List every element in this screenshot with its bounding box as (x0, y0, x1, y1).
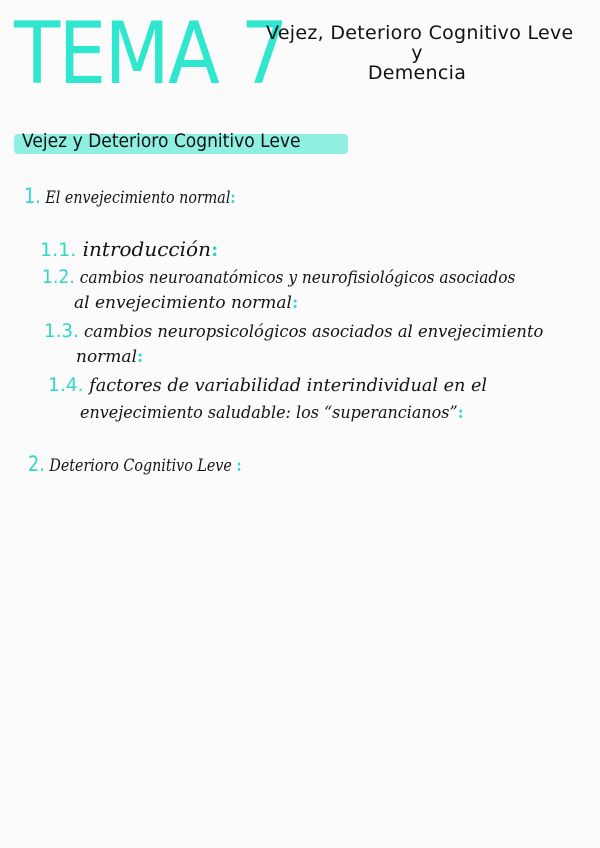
outline-sub-1-1-text: introducción (82, 237, 211, 261)
outline-item-1-colon: : (230, 188, 236, 208)
outline-sub-1-2-colon: : (291, 293, 299, 313)
section-title: Vejez y Deterioro Cognitivo Leve (22, 130, 301, 152)
outline-sub-1-1 (40, 236, 218, 263)
outline-sub-1-3-colon: : (137, 347, 144, 367)
outline-sub-1-4-text-line-1: factores de variabilidad interindividual en el (89, 375, 488, 396)
outline-sub-1-2-cont (74, 290, 298, 316)
outline-sub-1-4-colon: : (457, 403, 464, 423)
outline-item-2-number: 2. (28, 452, 45, 476)
outline-sub-1-1-number: 1.1. (40, 239, 77, 261)
outline-sub-1-2-text-line-1: cambios neuroanatómicos y neurofisiológicos asociados (79, 268, 516, 288)
outline-sub-1-3 (44, 318, 543, 345)
outline-sub-1-2 (42, 264, 515, 291)
outline-item-2-text: Deterioro Cognitivo Leve (49, 456, 232, 476)
outline-sub-1-4 (48, 372, 487, 399)
topic-title-line-3: Demencia (367, 62, 467, 84)
outline-sub-1-2-number: 1.2. (42, 266, 75, 288)
outline-item-2 (28, 452, 242, 476)
topic-title-line-2: y (411, 42, 423, 64)
tema-heading: TEMA 7 (14, 4, 287, 104)
outline-item-1-number: 1. (24, 184, 41, 208)
outline-sub-1-4-text-line-2: envejecimiento saludable: los “superancianos” (80, 403, 458, 423)
outline-sub-1-3-number: 1.3. (44, 320, 79, 342)
topic-title (266, 20, 574, 86)
topic-title-line-1: Vejez, Deterioro Cognitivo Leve (266, 22, 574, 44)
outline-item-2-colon: : (236, 456, 242, 476)
outline-sub-1-4-cont (80, 400, 464, 426)
outline-sub-1-2-text-line-2: al envejecimiento normal (74, 293, 292, 313)
outline-item-1 (24, 184, 236, 208)
outline-sub-1-1-colon: : (210, 237, 219, 261)
outline-sub-1-3-text-line-1: cambios neuropsicológicos asociados al envejecimiento (84, 322, 544, 342)
outline-sub-1-3-text-line-2: normal (76, 347, 138, 367)
outline-item-1-text: El envejecimiento normal (45, 188, 231, 208)
outline-sub-1-4-number: 1.4. (48, 374, 84, 396)
outline-sub-1-3-cont (76, 344, 143, 370)
